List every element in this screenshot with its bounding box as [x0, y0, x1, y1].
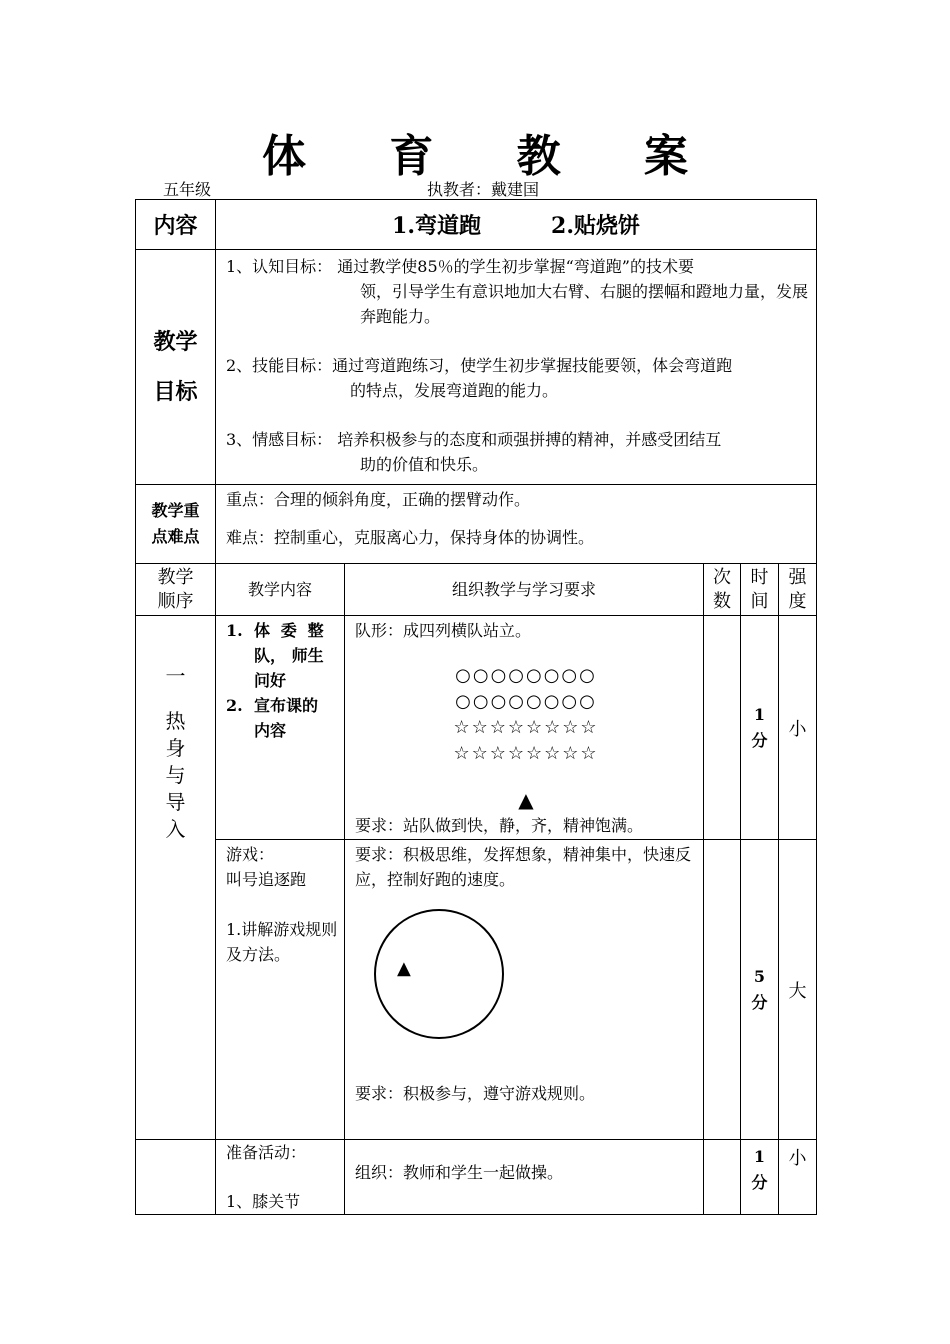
game-name: 叫号追逐跑 — [226, 870, 307, 889]
list-text — [254, 693, 318, 743]
section2-row — [136, 1140, 817, 1215]
section1-row1-count — [704, 616, 741, 840]
section2-count — [704, 1140, 741, 1215]
section1-row1-content — [216, 616, 345, 840]
page-title: 体 育 教 案 — [262, 131, 722, 182]
goals-list — [216, 250, 817, 485]
section-char: 导 — [165, 789, 186, 814]
col-intensity-line: 度 — [788, 590, 807, 612]
section1-row2 — [136, 840, 817, 1140]
col-time-line: 时 — [750, 566, 769, 588]
teacher-label: 执教者：戴建国 — [427, 180, 540, 199]
key-point: 重点：合理的倾斜角度，正确的摆臂动作。 — [226, 490, 531, 509]
section1-row2-requirements — [345, 840, 704, 1140]
formation-row: ○○○○○○○○ — [455, 691, 597, 712]
time-value: 5 — [753, 966, 766, 986]
section1-label — [136, 616, 216, 1140]
formation-row: ○○○○○○○○ — [455, 665, 597, 686]
col-time — [741, 564, 779, 616]
section2-time — [741, 1140, 779, 1215]
list-number: 2. — [226, 696, 243, 715]
column-header-row — [136, 564, 817, 616]
col-count-line: 数 — [713, 590, 731, 612]
goal-item — [226, 254, 808, 329]
keypoints-row — [136, 485, 817, 564]
section-char: 热 — [165, 708, 186, 733]
teacher-triangle-icon: ▲ — [518, 788, 534, 812]
teacher-triangle-icon: ▲ — [397, 958, 411, 979]
game-requirement: 要求：积极思维，发挥想象，精神集中，快速反应，控制好跑的速度。 — [355, 845, 692, 889]
grade-label: 五年级 — [163, 180, 212, 199]
content-item-2: 2.贴烧饼 — [551, 213, 640, 239]
content-label: 内容 — [136, 200, 216, 250]
formation-title: 队形：成四列横队站立。 — [355, 621, 532, 640]
section2-requirements: 组织：教师和学生一起做操。 — [345, 1140, 704, 1215]
lesson-plan-table — [135, 199, 817, 1215]
game-label: 游戏： — [226, 845, 275, 864]
goal-text: 助的价值和快乐。 — [360, 455, 489, 474]
col-time-line: 间 — [750, 590, 769, 612]
list-text — [254, 618, 324, 693]
section-char: 一 — [165, 663, 186, 688]
col-order — [136, 564, 216, 616]
list-line: 队， 师生 — [254, 646, 324, 665]
keypoints-label — [136, 485, 216, 564]
section1-row2-time — [741, 840, 779, 1140]
warmup-label: 准备活动： — [226, 1143, 307, 1162]
section1-row2-content — [216, 840, 345, 1140]
list-line: 内容 — [254, 721, 287, 740]
time-value: 1 — [753, 704, 766, 724]
section1-row1-time — [741, 616, 779, 840]
keypoints-content — [216, 485, 817, 564]
difficulty-point: 难点：控制重心，克服离心力，保持身体的协调性。 — [226, 528, 595, 547]
section1-row2-intensity: 大 — [779, 840, 817, 1140]
keypoints-label-line: 教学重 — [151, 501, 200, 520]
col-order-line: 教学 — [157, 566, 194, 588]
goal-item — [226, 427, 808, 477]
time-unit: 分 — [751, 730, 768, 750]
section-char: 入 — [165, 816, 186, 841]
keypoints-label-line: 点难点 — [151, 527, 200, 546]
list-item — [226, 618, 338, 693]
col-count-line: 次 — [713, 566, 731, 588]
content-title — [216, 200, 817, 250]
goal-text: 3、情感目标： 培养积极参与的态度和顽强拼搏的精神，并感受团结互 — [226, 430, 722, 449]
list-line: 宣布课的 — [254, 696, 319, 715]
col-count — [704, 564, 741, 616]
goal-item — [226, 353, 808, 403]
game-diagram — [355, 904, 697, 1044]
section2-content — [216, 1140, 345, 1215]
section-char: 与 — [165, 762, 186, 787]
list-line: 体 委 整 — [254, 621, 324, 640]
section1-row2-count — [704, 840, 741, 1140]
goals-row — [136, 250, 817, 485]
circle-diagram — [369, 904, 509, 1044]
time-unit: 分 — [751, 1173, 768, 1192]
col-content: 教学内容 — [216, 564, 345, 616]
warmup-item: 1、膝关节 — [226, 1192, 301, 1211]
section2-label-cell — [136, 1140, 216, 1215]
col-intensity — [779, 564, 817, 616]
game-requirement: 要求：积极参与，遵守游戏规则。 — [355, 1084, 596, 1103]
formation-row: ☆☆☆☆☆☆☆☆ — [453, 717, 599, 738]
content-row — [136, 200, 817, 250]
list-number: 1. — [226, 621, 243, 640]
formation-row: ☆☆☆☆☆☆☆☆ — [453, 743, 599, 764]
goals-label — [136, 250, 216, 485]
game-step: 1.讲解游戏规则及方法。 — [226, 920, 338, 964]
goal-text: 领，引导学生有意识地加大右臂、右腿的摆幅和蹬地力量，发展奔跑能力。 — [360, 282, 809, 326]
list-line: 问好 — [254, 671, 287, 690]
goal-text: 2、技能目标：通过弯道跑练习，使学生初步掌握技能要领，体会弯道跑 — [226, 356, 733, 375]
content-item-1: 1.弯道跑 — [392, 213, 482, 239]
section1-row1 — [136, 616, 817, 840]
running-circle — [375, 910, 503, 1038]
section2-intensity: 小 — [779, 1140, 817, 1215]
col-requirements: 组织教学与学习要求 — [345, 564, 704, 616]
formation-diagram — [355, 663, 697, 767]
col-order-line: 顺序 — [157, 590, 194, 612]
goals-label-line: 教学 — [153, 329, 198, 355]
time-value: 1 — [753, 1147, 766, 1166]
section-char: 身 — [165, 735, 186, 760]
section1-row1-intensity: 小 — [779, 616, 817, 840]
section1-row1-requirements — [345, 616, 704, 840]
goals-label-line: 目标 — [153, 379, 198, 405]
formation-requirement: 要求：站队做到快，静，齐，精神饱满。 — [355, 816, 644, 835]
goal-text: 1、认知目标： 通过教学使85％的学生初步掌握“弯道跑”的技术要 — [226, 257, 694, 276]
time-unit: 分 — [751, 992, 768, 1012]
col-intensity-line: 强 — [788, 566, 807, 588]
goal-text: 的特点，发展弯道跑的能力。 — [350, 381, 559, 400]
list-item — [226, 693, 338, 743]
